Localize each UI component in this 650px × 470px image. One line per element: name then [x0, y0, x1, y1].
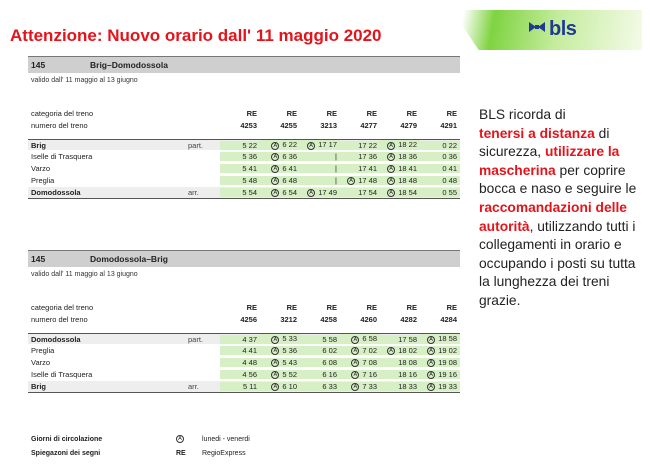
weekday-symbol-icon: A — [176, 435, 184, 443]
time-cell: | — [300, 164, 340, 173]
train-number-cell: 4291 — [440, 120, 457, 130]
category-label: categoria del treno — [31, 302, 94, 312]
time-cell: 4 48 — [220, 358, 260, 367]
notice-text-2: di sicurezza, — [479, 125, 610, 160]
notice-highlight-mask: utilizzare la mascherina — [479, 144, 620, 178]
train-number-cell: 4260 — [360, 314, 377, 324]
weekday-symbol-icon: A — [351, 359, 359, 367]
time-cell: A 6 41 — [260, 164, 300, 173]
time-cell: A 17 17 — [300, 140, 340, 149]
train-number-cell: 4253 — [240, 120, 257, 130]
time-cell: A 18 58 — [420, 334, 460, 343]
legend-days-text: lunedi - venerdi — [202, 435, 250, 443]
logo-text: bls — [549, 18, 577, 40]
stop-mark: arr. — [188, 382, 199, 391]
legend — [28, 432, 250, 460]
stop-name: Varzo — [31, 164, 51, 173]
time-cell: 5 54 — [220, 188, 260, 197]
category-row — [28, 107, 460, 119]
time-cell: A 18 36 — [380, 152, 420, 161]
time-cell: 6 08 — [300, 358, 340, 367]
time-cell: 0 55 — [420, 188, 460, 197]
page-title: Attenzione: Nuovo orario dall' 11 maggio 2020 — [10, 26, 382, 45]
number-label: numero del treno — [31, 120, 88, 130]
weekday-symbol-icon: A — [387, 347, 395, 355]
time-cell: A 6 54 — [260, 188, 300, 197]
stop-row — [28, 139, 460, 151]
stop-row — [28, 163, 460, 175]
weekday-symbol-icon: A — [387, 177, 395, 185]
notice-highlight-distance: tenersi a distanza — [479, 125, 595, 141]
time-cell: A 7 02 — [340, 346, 380, 355]
time-cell: A 18 22 — [380, 140, 420, 149]
route-name: Domodossola–Brig — [90, 254, 168, 264]
time-cell: 5 36 — [220, 152, 260, 161]
weekday-symbol-icon: A — [387, 153, 395, 161]
notice-highlight-authorities: raccomandazioni delle autorità — [479, 199, 627, 234]
time-cell: 5 11 — [220, 382, 260, 391]
stop-row — [28, 187, 460, 199]
line-number: 145 — [31, 60, 46, 70]
time-cell: A 17 49 — [300, 188, 340, 197]
weekday-symbol-icon: A — [427, 336, 435, 344]
stop-row — [28, 381, 460, 393]
time-cell: 0 41 — [420, 164, 460, 173]
table-header — [28, 56, 460, 73]
weekday-symbol-icon: A — [427, 347, 435, 355]
stop-row — [28, 333, 460, 345]
train-number-cell: 4256 — [240, 314, 257, 324]
line-number: 145 — [31, 254, 46, 264]
weekday-symbol-icon: A — [307, 189, 315, 197]
time-cell: A 5 33 — [260, 334, 300, 343]
category-label: categoria del treno — [31, 108, 94, 118]
weekday-symbol-icon: A — [427, 371, 435, 379]
category-row — [28, 301, 460, 313]
legend-row-days — [28, 432, 250, 446]
time-cell: 17 54 — [340, 188, 380, 197]
time-cell: A 19 02 — [420, 346, 460, 355]
time-cell: A 19 08 — [420, 358, 460, 367]
time-cell: 17 22 — [340, 141, 380, 150]
train-number-cell: 4279 — [400, 120, 417, 130]
weekday-symbol-icon: A — [351, 371, 359, 379]
category-cell: RE — [326, 108, 337, 118]
time-cell: 18 33 — [380, 382, 420, 391]
timetable-domodossola-brig — [28, 250, 460, 393]
weekday-symbol-icon: A — [271, 153, 279, 161]
time-cell: A 18 41 — [380, 164, 420, 173]
time-cell: 0 48 — [420, 176, 460, 185]
stop-row — [28, 357, 460, 369]
time-cell: A 5 36 — [260, 346, 300, 355]
legend-signs-text: RegioExpress — [202, 449, 246, 457]
validity-note: valido dall' 11 maggio al 13 giugno — [31, 271, 138, 278]
category-cell: RE — [246, 108, 257, 118]
category-cell: RE — [286, 302, 297, 312]
category-cell: RE — [446, 302, 457, 312]
stop-name: Varzo — [31, 358, 51, 367]
train-number-cell: 4284 — [440, 314, 457, 324]
stops-list — [28, 333, 460, 393]
time-cell: A 18 54 — [380, 188, 420, 197]
stop-name: Preglia — [31, 176, 55, 185]
notice-text-4: , utilizzando tutti i collegamenti in orario e occupando i posti su tutta la lunghezza dei treni grazie. — [479, 218, 636, 308]
category-cell: RE — [286, 108, 297, 118]
stop-mark: part. — [188, 140, 204, 150]
weekday-symbol-icon: A — [271, 165, 279, 173]
weekday-symbol-icon: A — [427, 383, 435, 391]
stops-list — [28, 139, 460, 199]
stop-row — [28, 345, 460, 357]
weekday-symbol-icon: A — [307, 142, 315, 150]
weekday-symbol-icon: A — [387, 142, 395, 150]
weekday-symbol-icon: A — [347, 177, 355, 185]
stop-name: Brig — [31, 140, 46, 150]
weekday-symbol-icon: A — [271, 142, 279, 150]
time-cell: A 7 16 — [340, 370, 380, 379]
time-cell: A 18 02 — [380, 346, 420, 355]
stop-name: Domodossola — [31, 334, 81, 344]
category-cell: RE — [366, 108, 377, 118]
train-number-cell: 4258 — [320, 314, 337, 324]
time-cell: 17 36 — [340, 152, 380, 161]
notice-text-1: BLS ricorda di — [479, 107, 566, 122]
time-cell: 5 58 — [300, 335, 340, 344]
weekday-symbol-icon: A — [351, 347, 359, 355]
time-cell: A 17 48 — [340, 176, 380, 185]
train-number-cell: 4255 — [280, 120, 297, 130]
category-cell: RE — [246, 302, 257, 312]
time-cell: A 6 58 — [340, 334, 380, 343]
weekday-symbol-icon: A — [271, 371, 279, 379]
train-number-cell: 3213 — [320, 120, 337, 130]
train-meta — [28, 301, 460, 325]
time-cell: 5 41 — [220, 164, 260, 173]
time-cell: 6 33 — [300, 382, 340, 391]
time-cell: 6 02 — [300, 346, 340, 355]
time-cell: A 6 36 — [260, 152, 300, 161]
weekday-symbol-icon: A — [387, 165, 395, 173]
time-cell: 18 16 — [380, 370, 420, 379]
weekday-symbol-icon: A — [351, 336, 359, 344]
number-row — [28, 313, 460, 325]
time-cell: 6 16 — [300, 370, 340, 379]
stop-name: Preglia — [31, 346, 55, 355]
time-cell: 17 58 — [380, 335, 420, 344]
weekday-symbol-icon: A — [271, 189, 279, 197]
weekday-symbol-icon: A — [351, 383, 359, 391]
number-label: numero del treno — [31, 314, 88, 324]
time-cell: A 19 33 — [420, 382, 460, 391]
number-row — [28, 119, 460, 131]
time-cell: A 5 43 — [260, 358, 300, 367]
time-cell: 4 56 — [220, 370, 260, 379]
legend-signs-symbol: RE — [176, 449, 186, 457]
time-cell: | — [300, 176, 340, 185]
time-cell: A 6 10 — [260, 382, 300, 391]
validity-note: valido dall' 11 maggio al 13 giugno — [31, 77, 138, 84]
time-cell: 4 41 — [220, 346, 260, 355]
stop-name: Iselle di Trasquera — [31, 370, 93, 379]
legend-row-signs — [28, 446, 250, 460]
route-name: Brig–Domodossola — [90, 60, 168, 70]
category-cell: RE — [326, 302, 337, 312]
time-cell: 4 37 — [220, 335, 260, 344]
time-cell: A 7 33 — [340, 382, 380, 391]
legend-signs-label: Spiegazoni dei segni — [31, 449, 101, 457]
safety-notice — [479, 106, 644, 311]
weekday-symbol-icon: A — [271, 383, 279, 391]
bls-emblem-icon — [528, 20, 546, 39]
stop-name: Brig — [31, 382, 46, 391]
time-cell: 0 36 — [420, 152, 460, 161]
time-cell: A 18 48 — [380, 176, 420, 185]
stop-mark: part. — [188, 334, 204, 344]
stop-row — [28, 151, 460, 163]
time-cell: 5 48 — [220, 176, 260, 185]
weekday-symbol-icon: A — [271, 359, 279, 367]
timetable-brig-domodossola — [28, 56, 460, 199]
category-cell: RE — [406, 108, 417, 118]
category-cell: RE — [406, 302, 417, 312]
train-number-cell: 4282 — [400, 314, 417, 324]
weekday-symbol-icon: A — [271, 177, 279, 185]
train-meta — [28, 107, 460, 131]
category-cell: RE — [366, 302, 377, 312]
weekday-symbol-icon: A — [387, 189, 395, 197]
weekday-symbol-icon: A — [271, 347, 279, 355]
time-cell: 0 22 — [420, 141, 460, 150]
train-number-cell: 4277 — [360, 120, 377, 130]
category-cell: RE — [446, 108, 457, 118]
weekday-symbol-icon: A — [271, 336, 279, 344]
train-number-cell: 3212 — [280, 314, 297, 324]
weekday-symbol-icon: A — [427, 359, 435, 367]
time-cell: 18 08 — [380, 358, 420, 367]
time-cell: | — [300, 152, 340, 161]
notice-text-3: per coprire bocca e naso e seguire le — [479, 162, 637, 197]
stop-name: Domodossola — [31, 188, 81, 197]
stop-mark: arr. — [188, 188, 199, 197]
table-header — [28, 250, 460, 267]
time-cell: 5 22 — [220, 141, 260, 150]
time-cell: A 7 08 — [340, 358, 380, 367]
time-cell: A 6 22 — [260, 140, 300, 149]
bls-logo — [528, 18, 576, 41]
time-cell: A 6 48 — [260, 176, 300, 185]
time-cell: 17 41 — [340, 164, 380, 173]
stop-name: Iselle di Trasquera — [31, 152, 93, 161]
stop-row — [28, 369, 460, 381]
time-cell: A 19 16 — [420, 370, 460, 379]
legend-days-label: Giorni di circolazione — [31, 435, 103, 443]
time-cell: A 5 52 — [260, 370, 300, 379]
stop-row — [28, 175, 460, 187]
